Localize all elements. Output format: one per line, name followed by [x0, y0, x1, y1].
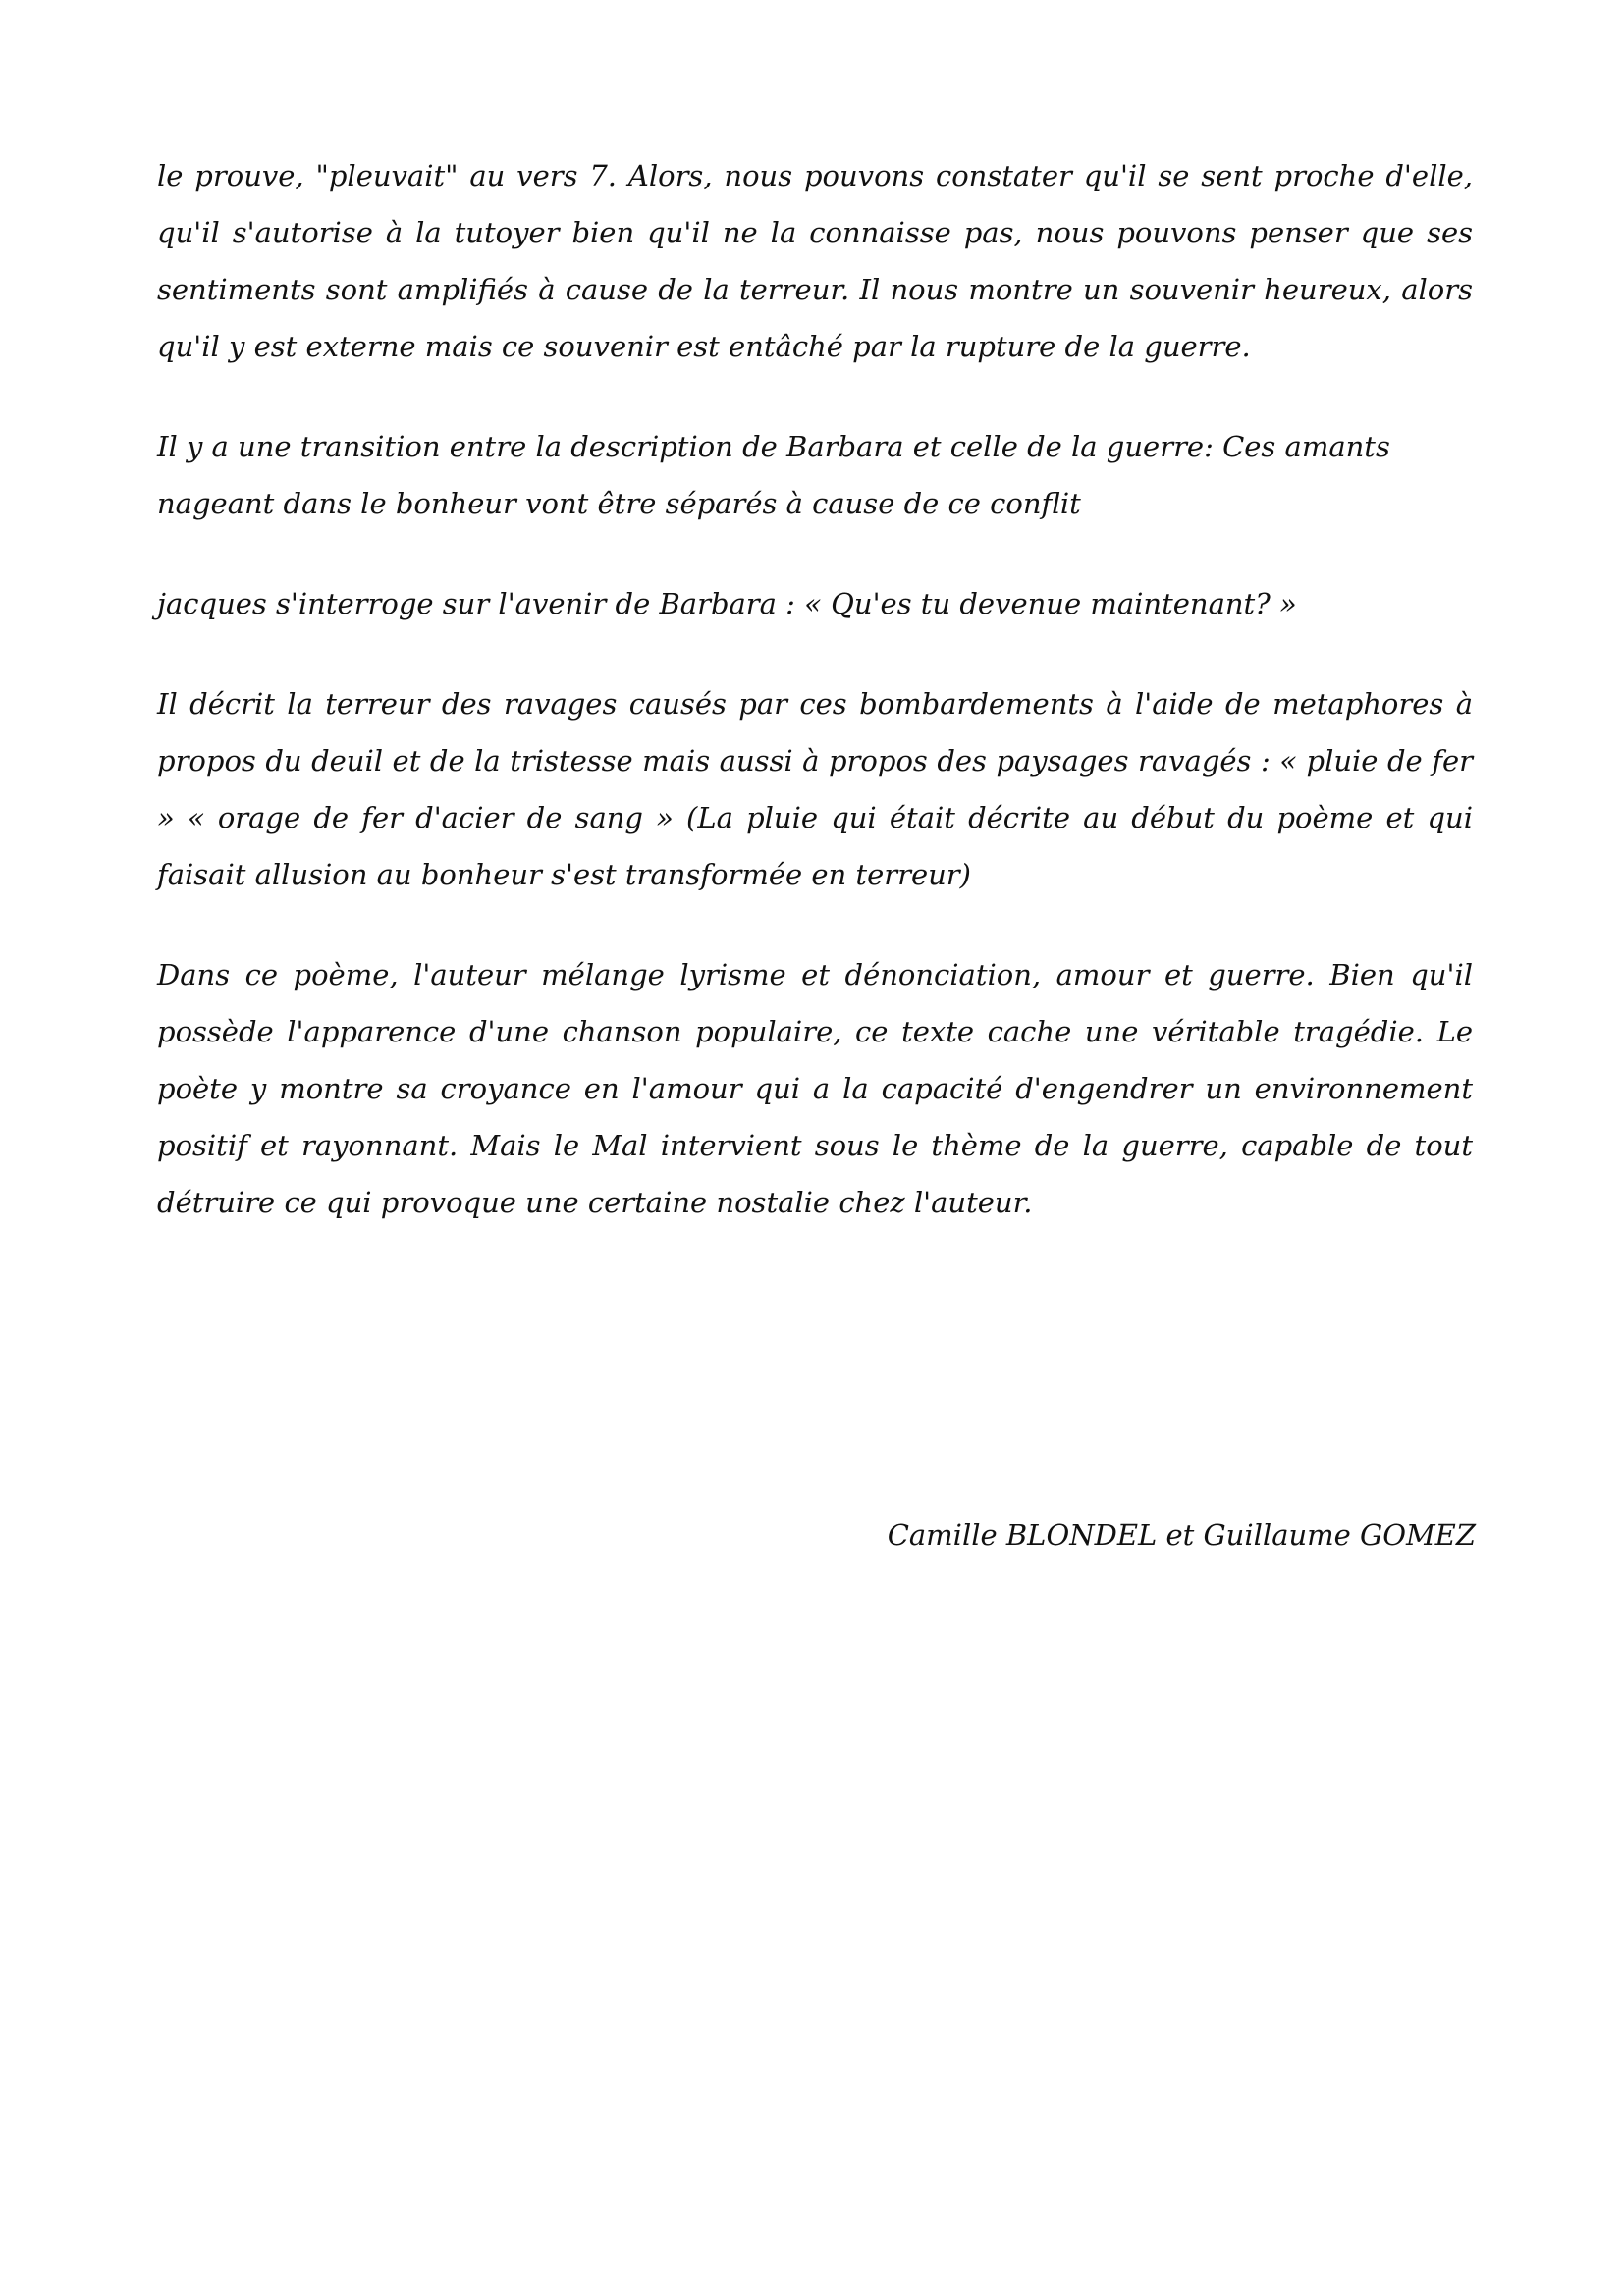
author-signature: Camille BLONDEL et Guillaume GOMEZ [887, 1519, 1476, 1552]
paragraph-question: jacques s'interroge sur l'avenir de Barbara : « Qu'es tu devenue maintenant? » [157, 587, 1297, 620]
paragraph-war-description: Il décrit la terreur des ravages causés par ces bombardements à l'aide de metaphores à propos du deuil et de la tristesse mais aussi à propos des paysages ravagés : « pluie de fer » « orage de fer d'acier de sang » (La pluie qui était décrite au début du poème et qui faisait allusion au bonheur s'est transformée en terreur) [157, 687, 1473, 891]
paragraph-conclusion: Dans ce poème, l'auteur mélange lyrisme et dénonciation, amour et guerre. Bien qu'il possède l'apparence d'une chanson populaire, ce texte cache une véritable tragédie. Le poète y montre sa croyance en l'amour qui a la capacité d'engendrer un environnement positif et rayonnant. Mais le Mal intervient sous le thème de la guerre, capable de tout détruire ce qui provoque une certaine nostalie chez l'auteur. [157, 958, 1473, 1219]
paragraph-transition: Il y a une transition entre la description de Barbara et celle de la guerre: Ces amants nageant dans le bonheur vont être séparés à cause de ce conflit [157, 430, 1390, 520]
paragraph-analysis-intro: le prouve, "pleuvait" au vers 7. Alors, nous pouvons constater qu'il se sent proche d'elle, qu'il s'autorise à la tutoyer bien qu'il ne la connaisse pas, nous pouvons penser que ses sentiments sont amplifiés à cause de la terreur. Il nous montre un souvenir heureux, alors qu'il y est externe mais ce souvenir est entâché par la rupture de la guerre. [157, 159, 1473, 363]
document-body [157, 147, 1473, 1274]
